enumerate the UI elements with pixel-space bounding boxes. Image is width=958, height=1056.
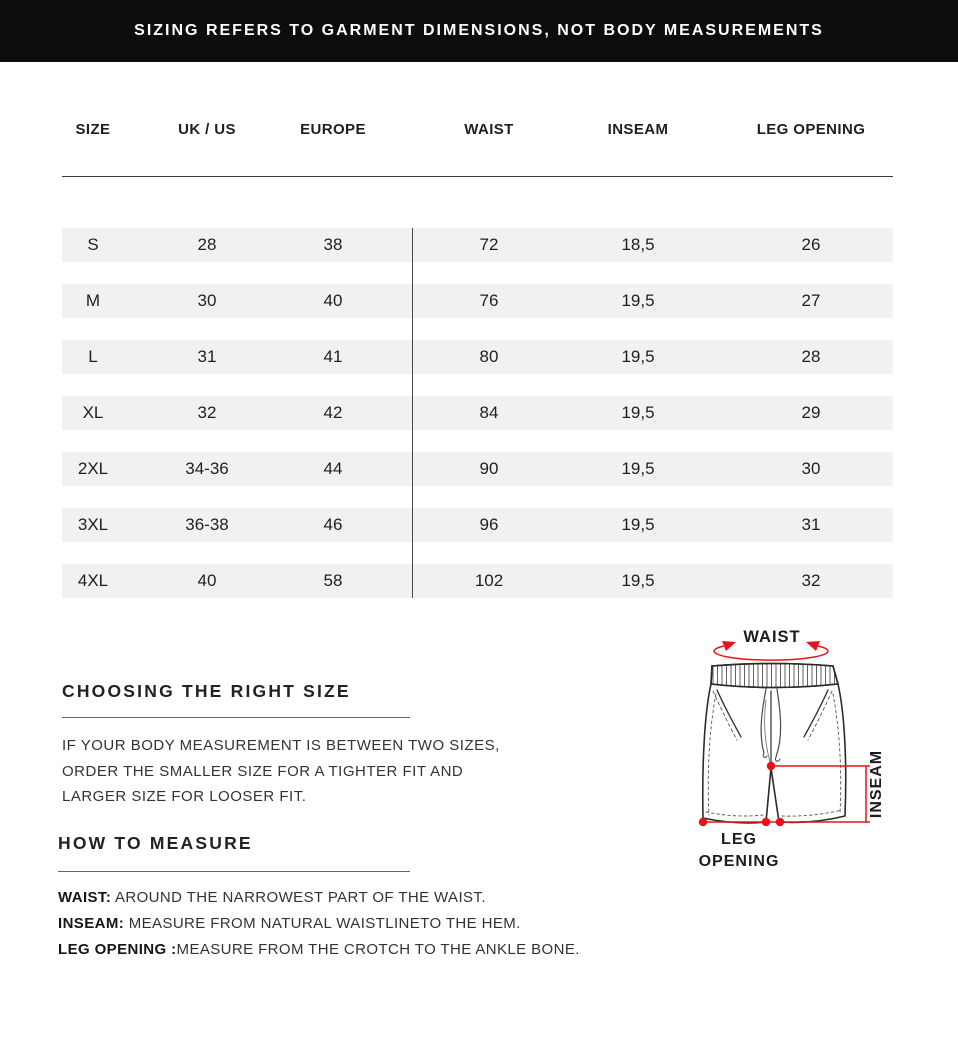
table-cell: 27 <box>801 291 821 310</box>
table-cell: 18,5 <box>621 235 655 254</box>
choosing-paragraph <box>62 733 622 810</box>
diagram-inseam-label: INSEAM <box>868 749 885 819</box>
measure-line-inseam <box>58 911 678 937</box>
column-header-inseam: INSEAM <box>607 120 669 138</box>
table-header-row <box>62 112 893 146</box>
table-cell: 36-38 <box>185 515 229 534</box>
column-header-waist: WAIST <box>464 120 514 138</box>
column-header-uk-us: UK / US <box>178 120 236 138</box>
size-table-body <box>62 228 893 620</box>
measure-text-inseam: MEASURE FROM NATURAL WAISTLINETO THE HEM. <box>124 915 521 932</box>
choosing-line: IF YOUR BODY MEASUREMENT IS BETWEEN TWO SIZES, <box>62 737 500 754</box>
table-cell: 19,5 <box>621 347 655 366</box>
table-cell: 28 <box>197 235 217 254</box>
table-cell: 19,5 <box>621 459 655 478</box>
table-cell: 102 <box>474 571 504 590</box>
table-cell: 19,5 <box>621 515 655 534</box>
how-to-measure-heading: HOW TO MEASURE <box>58 833 253 853</box>
table-cell: 40 <box>323 291 343 310</box>
table-cell: S <box>87 235 99 254</box>
table-cell: 58 <box>323 571 343 590</box>
table-cell: 84 <box>479 403 499 422</box>
table-row <box>62 396 893 430</box>
how-to-measure-underline <box>58 871 410 872</box>
choosing-line: ORDER THE SMALLER SIZE FOR A TIGHTER FIT AND <box>62 762 464 780</box>
table-cell: 32 <box>197 403 217 422</box>
table-cell: 38 <box>323 235 343 254</box>
table-cell: 29 <box>801 403 821 422</box>
table-cell: 76 <box>479 291 499 310</box>
table-cell: 34-36 <box>185 459 229 478</box>
column-header-europe: EUROPE <box>300 120 366 138</box>
measure-line-leg-opening <box>58 937 678 963</box>
table-cell: 31 <box>801 515 821 534</box>
column-header-size: SIZE <box>75 120 111 138</box>
shorts-drawing <box>703 664 846 823</box>
header-rule <box>62 176 893 177</box>
choosing-section <box>62 681 622 810</box>
shorts-measurement-diagram <box>650 610 958 880</box>
banner <box>0 0 958 62</box>
measure-text-waist: AROUND THE NARROWEST PART OF THE WAIST. <box>111 889 486 906</box>
table-cell: L <box>88 347 98 366</box>
measure-label-waist: WAIST: <box>58 889 112 906</box>
table-cell: XL <box>82 403 104 422</box>
table-cell: 19,5 <box>621 571 655 590</box>
table-row <box>62 228 893 262</box>
measure-line-waist <box>58 885 678 911</box>
table-cell: 44 <box>323 459 343 478</box>
diagram-waist-label: WAIST <box>743 628 801 646</box>
choosing-line: LARGER SIZE FOR LOOSER FIT. <box>62 788 307 805</box>
diagram-leg-opening-label-line1: LEG <box>721 831 757 848</box>
table-cell: 31 <box>197 347 217 366</box>
table-row <box>62 508 893 542</box>
table-cell: 30 <box>801 459 821 478</box>
table-cell: 90 <box>479 459 499 478</box>
table-column-divider <box>412 228 413 598</box>
banner-title: SIZING REFERS TO GARMENT DIMENSIONS, NOT BODY MEASUREMENTS <box>134 22 824 39</box>
diagram-leg-opening-label-line2: OPENING <box>698 853 780 870</box>
table-cell: 2XL <box>77 459 109 478</box>
table-cell: 28 <box>801 347 821 366</box>
table-cell: 19,5 <box>621 403 655 422</box>
table-cell: 32 <box>801 571 821 590</box>
table-row <box>62 452 893 486</box>
table-cell: 80 <box>479 347 499 366</box>
table-cell: 26 <box>801 235 821 254</box>
measure-label-leg-opening: LEG OPENING : <box>58 941 177 958</box>
table-row <box>62 564 893 598</box>
measure-text-leg-opening: MEASURE FROM THE CROTCH TO THE ANKLE BONE. <box>176 941 580 958</box>
table-cell: 30 <box>197 291 217 310</box>
table-cell: 42 <box>323 403 343 422</box>
how-to-measure-section <box>58 833 678 963</box>
table-cell: 40 <box>197 571 217 590</box>
table-cell: 3XL <box>77 515 109 534</box>
table-cell: 41 <box>323 347 343 366</box>
table-cell: M <box>85 291 101 310</box>
table-cell: 72 <box>479 235 499 254</box>
table-cell: 19,5 <box>621 291 655 310</box>
table-row <box>62 340 893 374</box>
column-header-leg-opening: LEG OPENING <box>756 120 866 138</box>
choosing-heading: CHOOSING THE RIGHT SIZE <box>62 681 351 701</box>
measure-instructions <box>58 885 678 963</box>
table-row <box>62 284 893 318</box>
measure-label-inseam: INSEAM: <box>58 915 125 932</box>
table-cell: 96 <box>479 515 499 534</box>
table-cell: 46 <box>323 515 343 534</box>
table-cell: 4XL <box>77 571 109 590</box>
choosing-underline <box>62 717 410 718</box>
